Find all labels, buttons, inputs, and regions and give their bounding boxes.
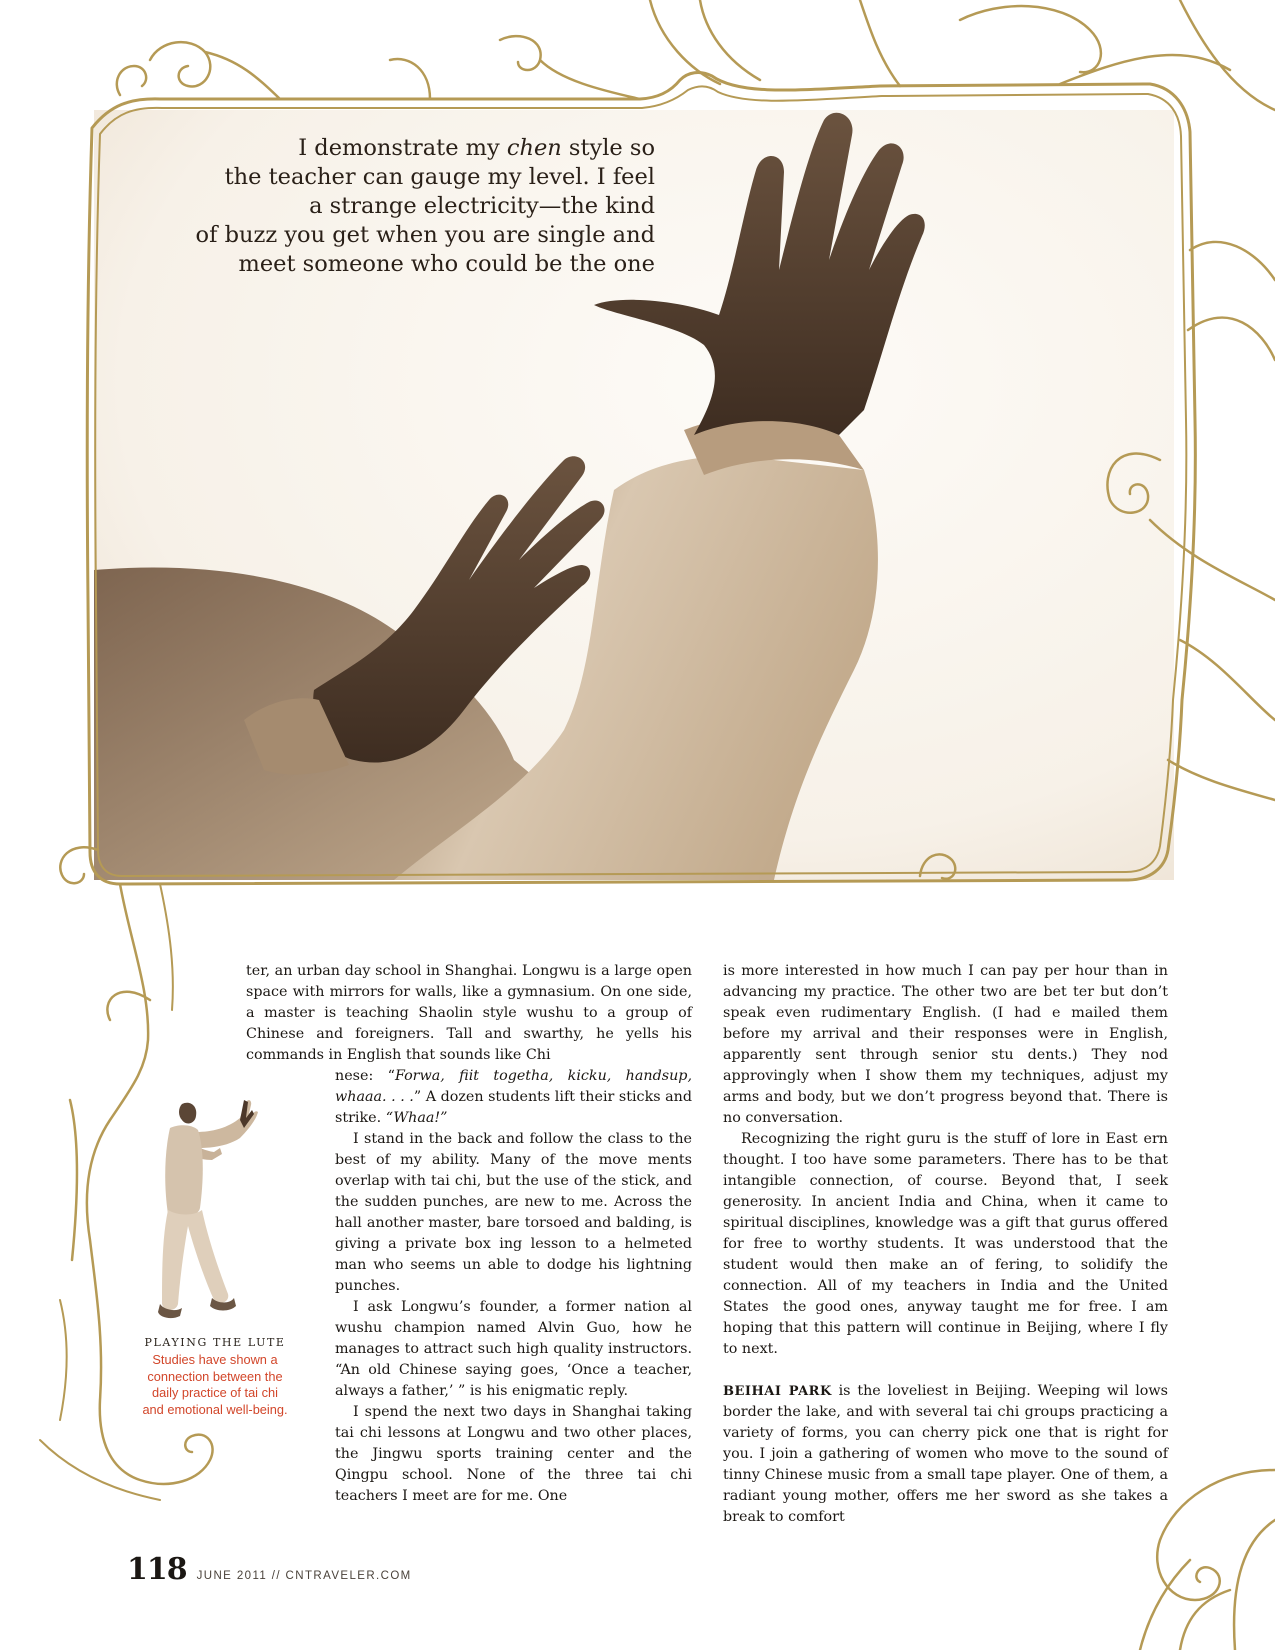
section-gap — [723, 1360, 1168, 1381]
paragraph: Recognizing the right guru is the stuff of lore in East ern thought. I too have some parameters. There has to be that intangible connection, of course. Beyond that, I seek generosity. In ancient India and China, when it came to spiritual disciplines, knowledge was a gift that gurus offered for free to worthy students. It was understood that the student would then make an of fering, to solidify the connection. All of my teachers in India and the United States the good ones, anyway taught me for free. I am hoping that this pattern will continue in Beijing, where I fly to next. — [723, 1131, 1168, 1357]
photo-caption — [140, 1336, 290, 1418]
column-1-body — [335, 1066, 692, 1507]
pull-quote-line-5: meet someone who could be the one — [238, 251, 655, 277]
figure-arm-raised — [196, 1100, 258, 1148]
pull-quote-line-2: the teacher can gauge my level. I feel — [224, 164, 655, 190]
column-2 — [723, 961, 1168, 1528]
paragraph: BEIHAI PARK is the loveliest in Beijing. Weeping wil lows border the lake, and with several tai chi groups practicing a variety of forms, you can cherry pick one that is right for you. I join a gathering of women who move to the sound of tinny Chinese music from a small tape player. One of them, a radiant young mother, offers me her sword as she takes a break to comfort — [723, 1383, 1168, 1525]
figure-trousers — [162, 1210, 228, 1310]
pull-quote-line-1: I demonstrate my chen style so — [298, 135, 655, 161]
paragraph: I spend the next two days in Shanghai taking tai chi lessons at Longwu and two other places, the Jingwu sports training center and the Qingpu school. None of the three tai chi teachers I meet are for me. One — [335, 1404, 692, 1504]
issue-and-site: JUNE 2011 // CNTRAVELER.COM — [196, 1570, 412, 1582]
section-lead-in: BEIHAI PARK — [723, 1384, 832, 1399]
paragraph: nese: “Forwa, fiit togetha, kicku, handsup, whaaa. . . .” A dozen students lift their sticks and strike. “Whaa!” — [335, 1068, 692, 1126]
paragraph: I ask Longwu’s founder, a former nation al wushu champion named Alvin Guo, how he manages to attract such high quality instructors. “An old Chinese saying goes, ‘Once a teacher, always a father,’ ” is his enigmatic reply. — [335, 1299, 692, 1399]
pull-quote-line-4: of buzz you get when you are single and — [195, 222, 655, 248]
vines-top-right — [650, 0, 1275, 110]
page-number: 118 — [127, 1552, 187, 1587]
tai-chi-figure-photo — [148, 1098, 268, 1324]
figure-torso — [165, 1125, 203, 1217]
paragraph: is more interested in how much I can pay per hour than in advancing my practice. The other two are bet ter but don’t speak even rudimentary English. (I had e mailed them before my arrival and their responses were in English, apparently sent through senior stu dents.) They nod approvingly when I show them my techniques, adjust my arms and body, but we don’t progress beyond that. There is no conversation. — [723, 963, 1168, 1126]
scroll-bottom-center — [920, 854, 955, 878]
pull-quote — [150, 134, 655, 279]
pull-quote-line-3: a strange electricity—the kind — [309, 193, 655, 219]
page-folio — [127, 1552, 412, 1587]
caption-title: PLAYING THE LUTE — [144, 1336, 286, 1349]
vines-right — [1107, 242, 1275, 800]
paragraph: I stand in the back and follow the class to the best of my ability. Many of the move ments overlap with tai chi, but the use of the stick, and the sudden punches, are new to me. Across the hall another master, bare torsoed and balding, is giving a private box ing lesson to a helmeted man who seems un able to dodge his lightning punches. — [335, 1131, 692, 1294]
scroll-top-left — [117, 42, 280, 99]
paragraph: ter, an urban day school in Shanghai. Longwu is a large open space with mirrors for walls, like a gymnasium. On one side, a master is teaching Shaolin style wushu to a group of Chinese and foreigners. Tall and swarthy, he yells his commands in English that sounds like Chi — [246, 963, 692, 1063]
column-1-top — [246, 961, 692, 1066]
figure-head — [179, 1103, 196, 1124]
scroll-top-center — [390, 36, 640, 99]
caption-body: Studies have shown a connection between the daily practice of tai chi and emotional well-being. — [142, 1352, 288, 1417]
